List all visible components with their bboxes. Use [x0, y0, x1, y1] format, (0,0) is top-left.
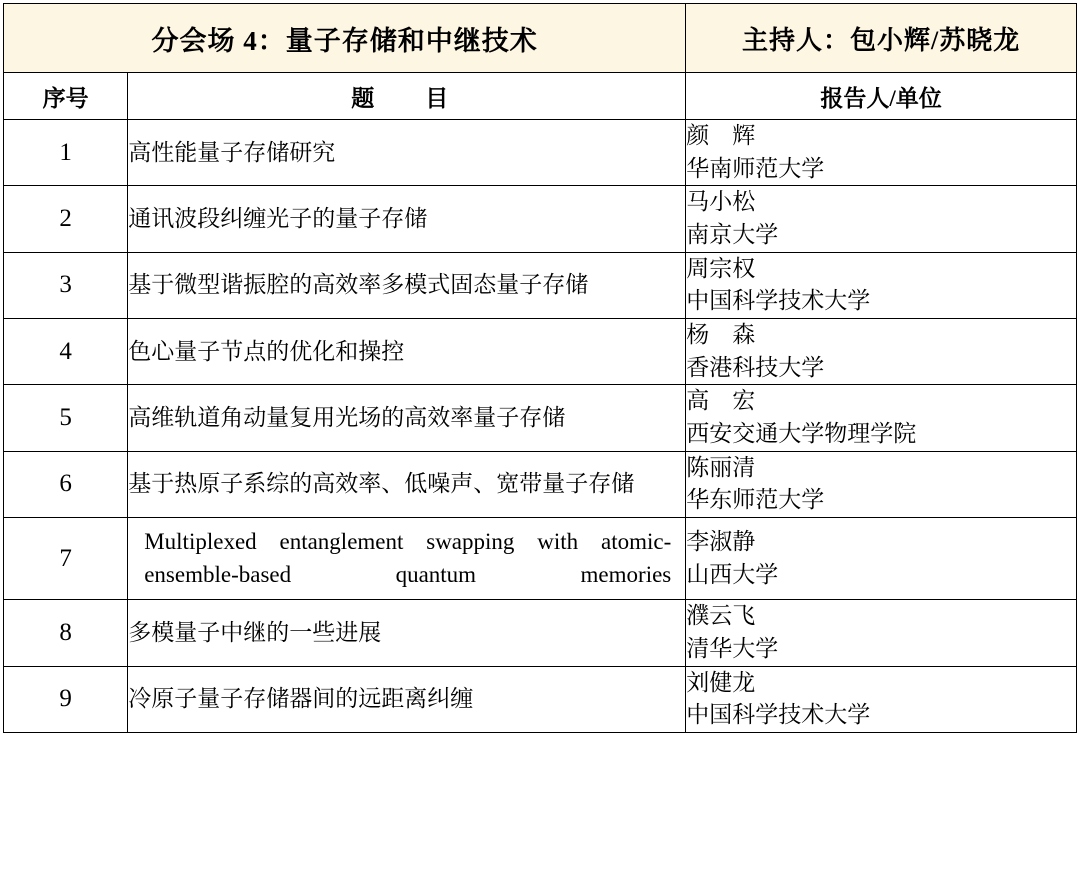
row-title: 基于热原子系综的高效率、低噪声、宽带量子存储 — [128, 451, 686, 517]
row-no: 9 — [4, 666, 128, 732]
table-row — [4, 600, 1077, 666]
table-row — [4, 186, 1077, 252]
speaker-name: 濮云飞 — [686, 603, 756, 629]
column-header-no: 序号 — [4, 73, 128, 120]
row-speaker — [686, 186, 1077, 252]
row-title: 基于微型谐振腔的高效率多模式固态量子存储 — [128, 252, 686, 318]
speaker-name: 陈丽清 — [686, 454, 756, 480]
table-header-band — [4, 4, 1077, 73]
speaker-name: 李淑静 — [686, 528, 756, 554]
table-body — [4, 4, 1077, 733]
row-speaker — [686, 517, 1077, 599]
column-header-title: 题 目 — [128, 73, 686, 120]
row-no: 3 — [4, 252, 128, 318]
column-header-row — [4, 73, 1077, 120]
table-row — [4, 318, 1077, 384]
table-row — [4, 252, 1077, 318]
column-header-speaker: 报告人/单位 — [686, 73, 1077, 120]
speaker-org: 山西大学 — [686, 561, 779, 587]
row-title: 色心量子节点的优化和操控 — [128, 318, 686, 384]
speaker-org: 中国科学技术大学 — [686, 702, 871, 728]
speaker-name: 刘健龙 — [686, 669, 756, 695]
row-speaker — [686, 600, 1077, 666]
speaker-org: 西安交通大学物理学院 — [686, 420, 917, 446]
table-row — [4, 451, 1077, 517]
row-title: 高维轨道角动量复用光场的高效率量子存储 — [128, 385, 686, 451]
speaker-name: 杨 森 — [686, 321, 756, 347]
row-no: 6 — [4, 451, 128, 517]
speaker-name: 周宗权 — [686, 255, 756, 281]
row-title: Multiplexed entanglement swapping with atomic-ensemble-based quantum memories — [128, 517, 686, 599]
row-no: 7 — [4, 517, 128, 599]
row-speaker — [686, 120, 1077, 186]
session-agenda-table — [3, 3, 1077, 733]
agenda-sheet — [0, 3, 1080, 890]
session-host: 主持人：包小辉/苏晓龙 — [686, 4, 1077, 73]
table-row — [4, 517, 1077, 599]
speaker-org: 华东师范大学 — [686, 487, 825, 513]
session-title: 分会场 4：量子存储和中继技术 — [4, 4, 686, 73]
row-speaker — [686, 385, 1077, 451]
speaker-org: 中国科学技术大学 — [686, 288, 871, 314]
row-no: 4 — [4, 318, 128, 384]
row-title: 高性能量子存储研究 — [128, 120, 686, 186]
row-no: 1 — [4, 120, 128, 186]
speaker-org: 华南师范大学 — [686, 155, 825, 181]
row-speaker — [686, 451, 1077, 517]
row-speaker — [686, 666, 1077, 732]
table-row — [4, 385, 1077, 451]
row-title: 冷原子量子存储器间的远距离纠缠 — [128, 666, 686, 732]
row-no: 5 — [4, 385, 128, 451]
speaker-org: 香港科技大学 — [686, 354, 825, 380]
row-speaker — [686, 318, 1077, 384]
row-speaker — [686, 252, 1077, 318]
speaker-org: 清华大学 — [686, 635, 779, 661]
row-no: 2 — [4, 186, 128, 252]
speaker-name: 马小松 — [686, 189, 756, 215]
speaker-org: 南京大学 — [686, 221, 779, 247]
row-title: 多模量子中继的一些进展 — [128, 600, 686, 666]
table-row — [4, 666, 1077, 732]
row-title: 通讯波段纠缠光子的量子存储 — [128, 186, 686, 252]
speaker-name: 高 宏 — [686, 388, 756, 414]
table-row — [4, 120, 1077, 186]
speaker-name: 颜 辉 — [686, 123, 756, 148]
row-no: 8 — [4, 600, 128, 666]
